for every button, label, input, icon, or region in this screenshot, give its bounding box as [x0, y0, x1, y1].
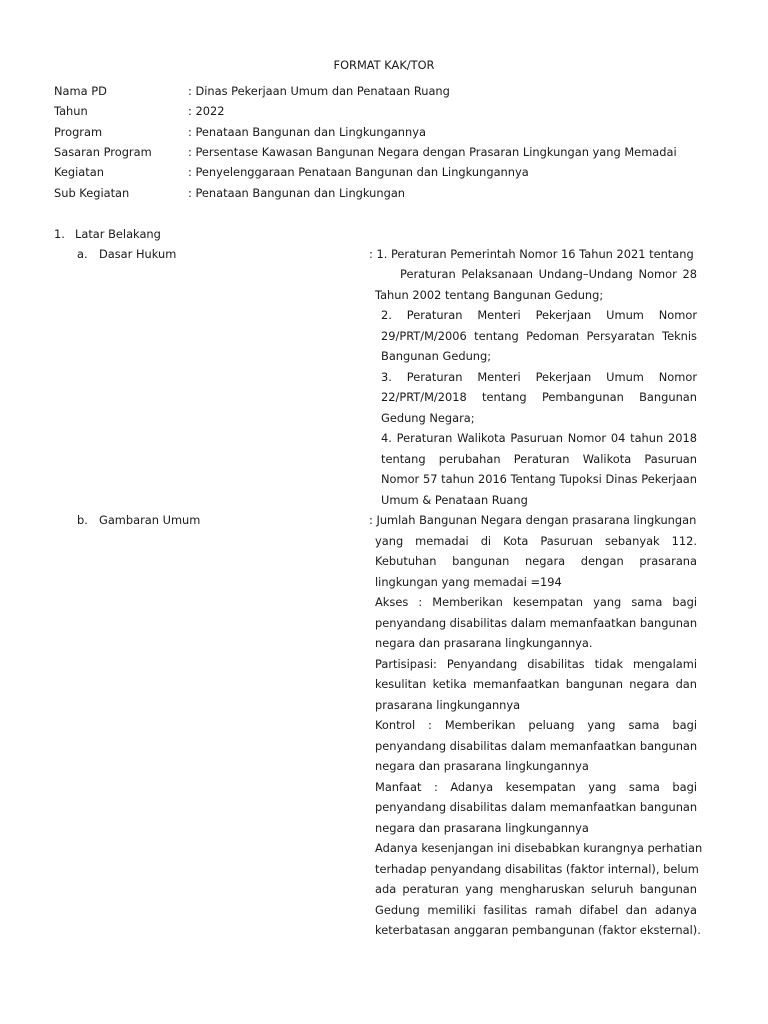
- meta-label-sasaran-program: Sasaran Program: [54, 145, 152, 159]
- dasar-hukum-line: Peraturan Pelaksanaan Undang–Undang Nomor 28: [400, 267, 697, 281]
- dasar-hukum-line: 22/PRT/M/2018 tentang Pembangunan Bangunan: [381, 390, 697, 404]
- meta-label-program: Program: [54, 125, 103, 139]
- meta-label-tahun: Tahun: [54, 104, 88, 118]
- meta-label-kegiatan: Kegiatan: [54, 165, 104, 179]
- meta-value-kegiatan: : Penyelenggaraan Penataan Bangunan dan Lingkungannya: [188, 165, 529, 179]
- section-number: 1.: [54, 227, 65, 241]
- meta-value-sub-kegiatan: : Penataan Bangunan dan Lingkungan: [188, 186, 406, 200]
- subsection-title-gambaran-umum: Gambaran Umum: [99, 513, 201, 527]
- subsection-letter-b: b.: [77, 513, 88, 527]
- gambaran-umum-line: Kebutuhan bangunan negara dengan prasarana: [375, 554, 697, 568]
- meta-label-sub-kegiatan: Sub Kegiatan: [54, 186, 130, 200]
- gambaran-umum-line: Kontrol : Memberikan peluang yang sama bagi: [375, 718, 697, 732]
- meta-value-tahun: : 2022: [188, 104, 225, 118]
- dasar-hukum-line: Tahun 2002 tentang Bangunan Gedung;: [375, 288, 604, 302]
- gambaran-umum-line: Manfaat : Adanya kesempatan yang sama bagi: [375, 780, 697, 794]
- gambaran-umum-line: negara dan prasarana lingkungannya.: [375, 636, 593, 650]
- meta-label-nama-pd: Nama PD: [54, 84, 107, 98]
- dasar-hukum-line: 4. Peraturan Walikota Pasuruan Nomor 04 tahun 2018: [381, 431, 697, 445]
- gambaran-umum-line: prasarana lingkungannya: [375, 698, 521, 712]
- gambaran-umum-line: terhadap penyandang disabilitas (faktor internal), belum: [375, 862, 699, 876]
- gambaran-umum-line: Gedung memiliki fasilitas ramah difabel dan adanya: [375, 903, 697, 917]
- gambaran-umum-line: penyandang disabilitas dalam memanfaatkan bangunan: [375, 739, 698, 753]
- gambaran-umum-line: yang memadai di Kota Pasuruan sebanyak 112.: [375, 534, 697, 548]
- gambaran-umum-line: kesulitan ketika memanfaatkan bangunan negara dan: [375, 677, 697, 691]
- dasar-hukum-line: : 1. Peraturan Pemerintah Nomor 16 Tahun 2021 tentang: [369, 247, 694, 261]
- gambaran-umum-line: Akses : Memberikan kesempatan yang sama bagi: [375, 595, 697, 609]
- dasar-hukum-line: 29/PRT/M/2006 tentang Pedoman Persyaratan Teknis: [381, 329, 697, 343]
- dasar-hukum-line: Bangunan Gedung;: [381, 349, 492, 363]
- gambaran-umum-line: negara dan prasarana lingkungannya: [375, 821, 589, 835]
- dasar-hukum-line: Nomor 57 tahun 2016 Tentang Tupoksi Dinas Pekerjaan: [381, 472, 697, 486]
- meta-value-sasaran-program: : Persentase Kawasan Bangunan Negara dengan Prasaran Lingkungan yang Memadai: [188, 145, 677, 159]
- gambaran-umum-line: Adanya kesenjangan ini disebabkan kurangnya perhatian: [375, 841, 703, 855]
- dasar-hukum-line: 3. Peraturan Menteri Pekerjaan Umum Nomor: [381, 370, 697, 384]
- gambaran-umum-line: ada peraturan yang mengharuskan seluruh bangunan: [375, 882, 697, 896]
- gambaran-umum-line: : Jumlah Bangunan Negara dengan prasarana lingkungan: [369, 513, 697, 527]
- dasar-hukum-line: tentang perubahan Peraturan Walikota Pasuruan: [381, 452, 697, 466]
- meta-value-program: : Penataan Bangunan dan Lingkungannya: [188, 125, 426, 139]
- subsection-title-dasar-hukum: Dasar Hukum: [99, 247, 177, 261]
- gambaran-umum-line: negara dan prasarana lingkungannya: [375, 759, 589, 773]
- gambaran-umum-line: penyandang disabilitas dalam memanfaatkan bangunan: [375, 616, 698, 630]
- subsection-letter-a: a.: [77, 247, 88, 261]
- dasar-hukum-line: Umum & Penataan Ruang: [381, 493, 528, 507]
- dasar-hukum-line: 2. Peraturan Menteri Pekerjaan Umum Nomor: [381, 308, 697, 322]
- gambaran-umum-line: penyandang disabilitas dalam memanfaatkan bangunan: [375, 800, 698, 814]
- dasar-hukum-line: Gedung Negara;: [381, 411, 475, 425]
- meta-value-nama-pd: : Dinas Pekerjaan Umum dan Penataan Ruang: [188, 84, 450, 98]
- gambaran-umum-line: Partisipasi: Penyandang disabilitas tidak mengalami: [375, 657, 697, 671]
- gambaran-umum-line: keterbatasan anggaran pembangunan (faktor eksternal).: [375, 923, 701, 937]
- document-title: FORMAT KAK/TOR: [333, 58, 435, 72]
- section-title: Latar Belakang: [75, 227, 161, 241]
- gambaran-umum-line: lingkungan yang memadai =194: [375, 575, 562, 589]
